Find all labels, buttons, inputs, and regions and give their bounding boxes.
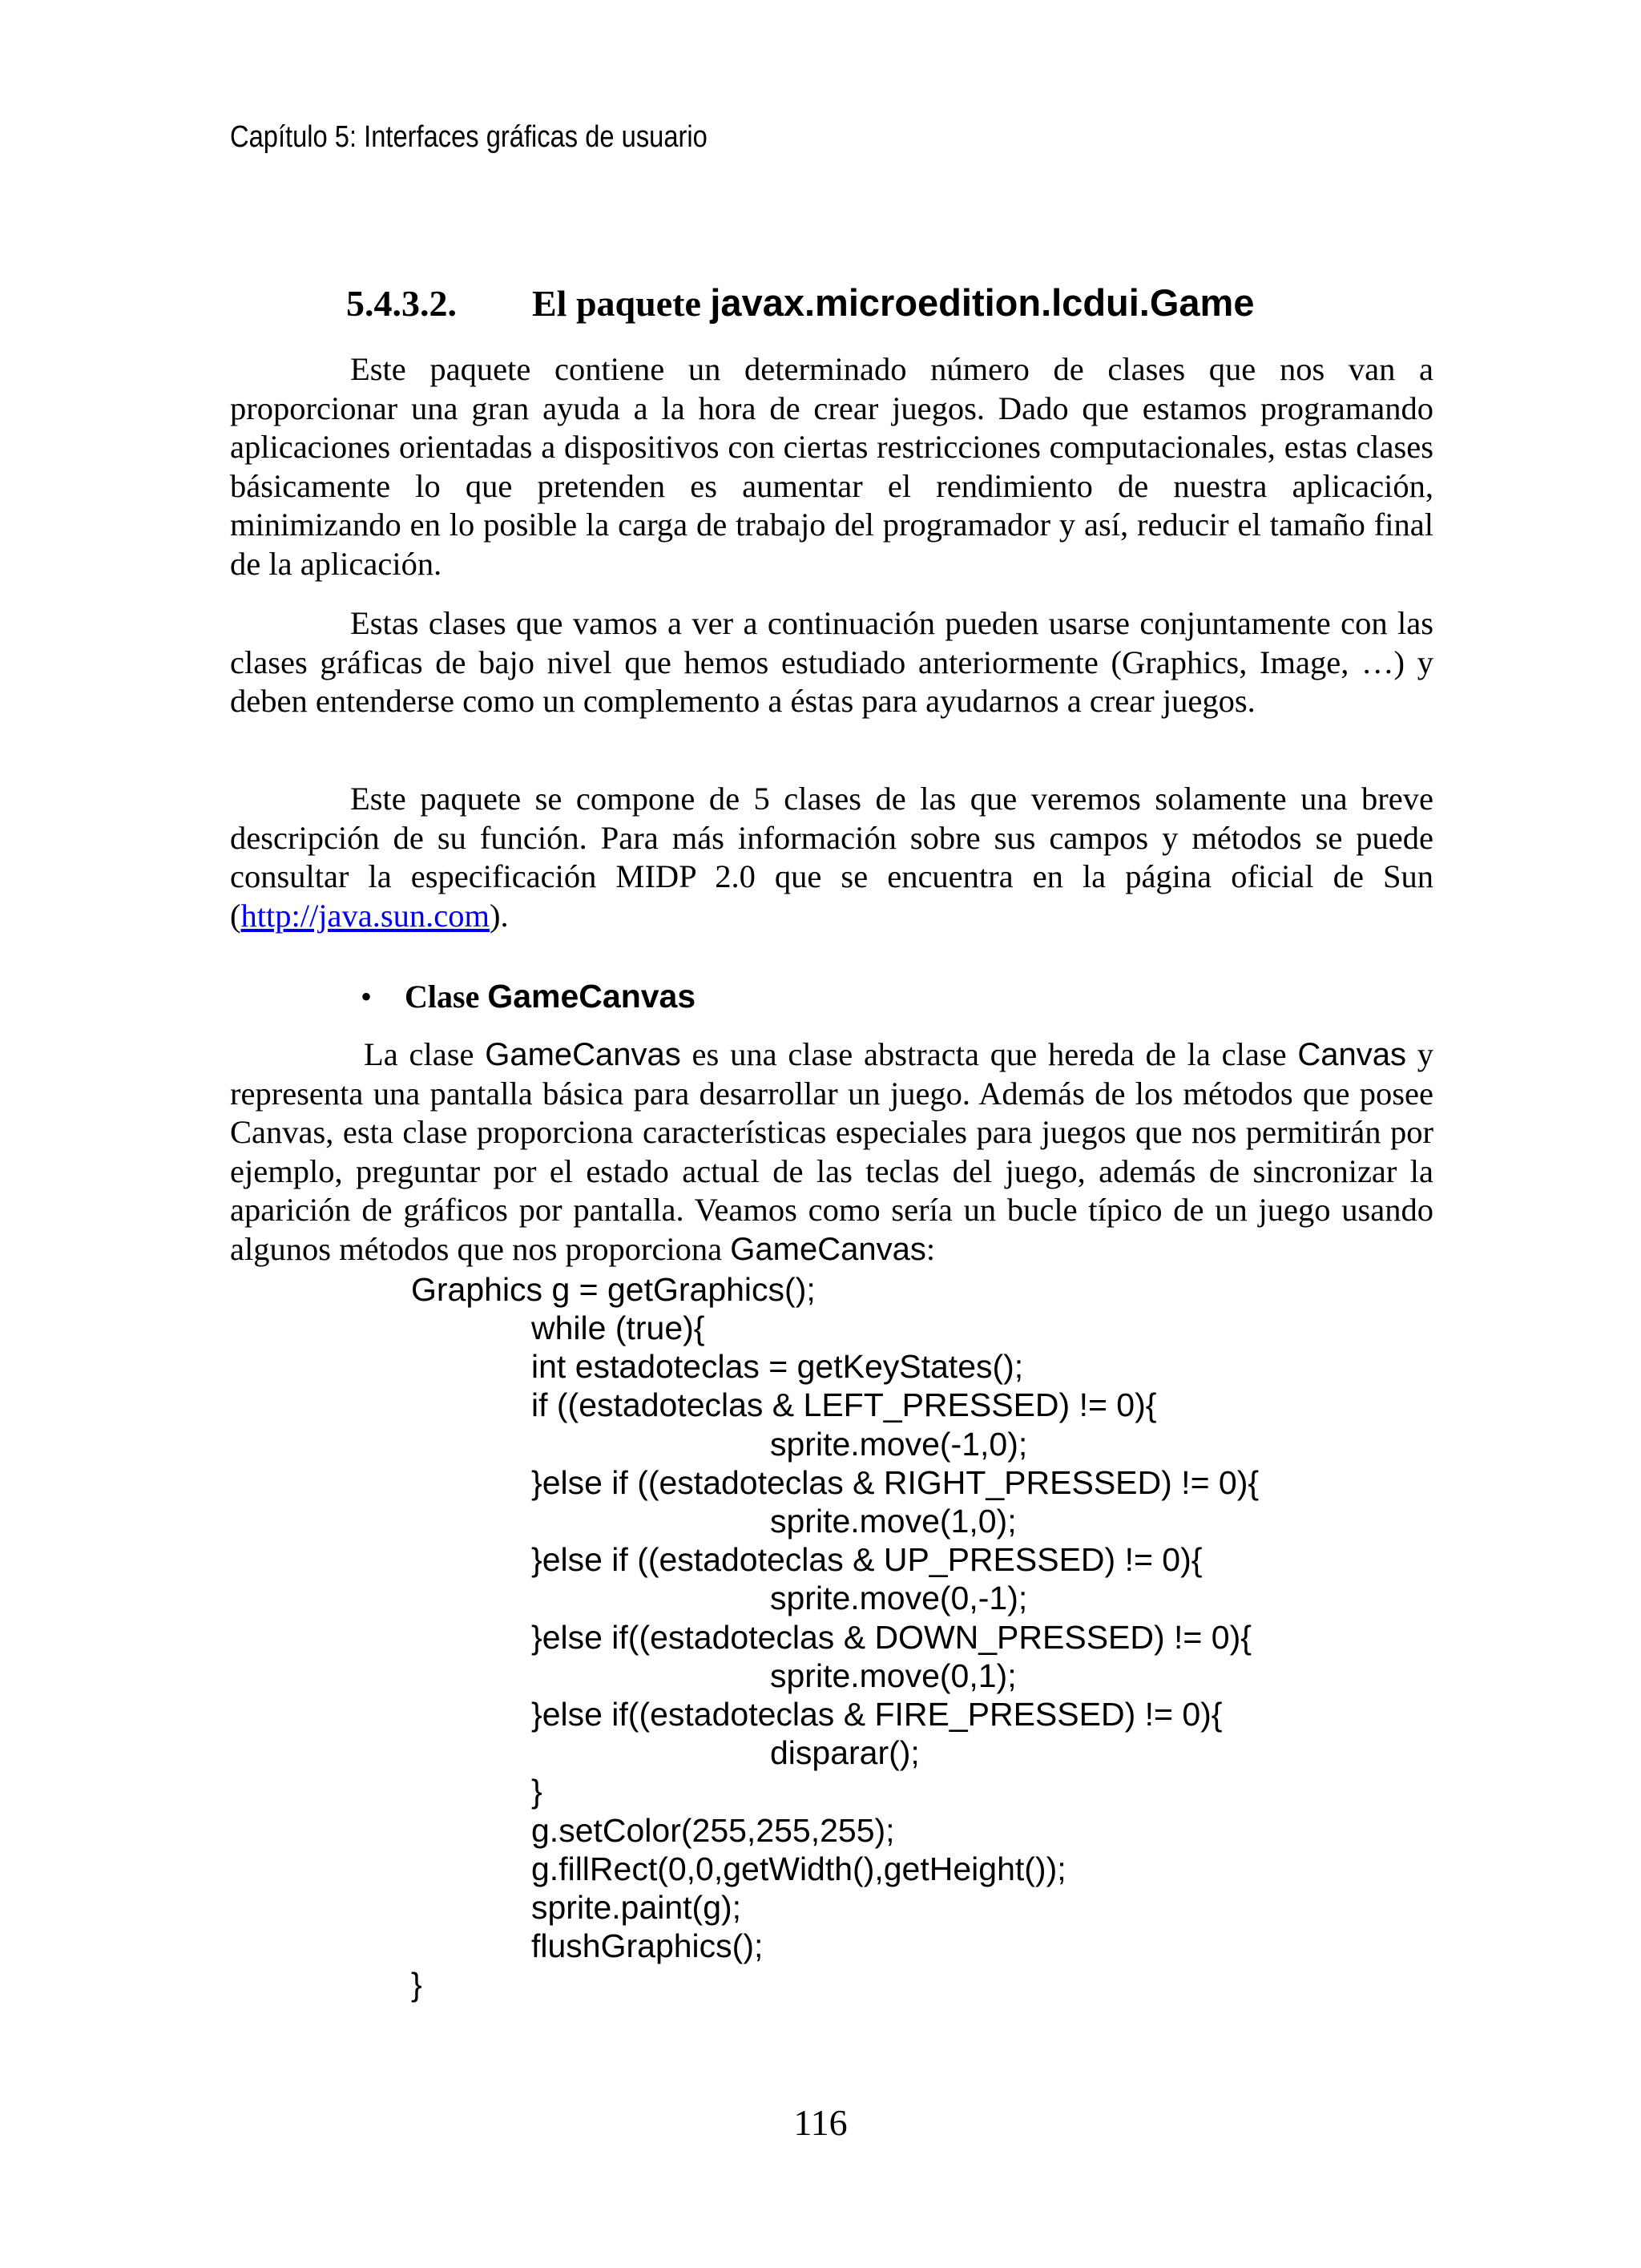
- code-line: }else if((estadoteclas & DOWN_PRESSED) != 0){: [531, 1619, 1252, 1656]
- code-line: flushGraphics();: [531, 1927, 764, 1964]
- code-line: sprite.paint(g);: [531, 1889, 742, 1926]
- code-line: }else if ((estadoteclas & UP_PRESSED) != 0){: [531, 1541, 1203, 1578]
- bullet-class-name: GameCanvas: [487, 978, 696, 1015]
- gc-text-3: y representa una pantalla básica para desarrollar un juego. Además de los métodos que posee Canvas, esta clase proporciona características especiales para juegos que nos permitirán por ejemplo, preguntar por el estado actual de las teclas del juego, además de sincronizar la aparición de gráficos por pantalla. Veamos como sería un bucle típico de un juego usando algunos métodos que nos proporciona: [230, 1036, 1434, 1267]
- section-heading: [346, 280, 1255, 325]
- section-package-name: javax.microedition.lcdui.Game: [710, 281, 1255, 324]
- intro-paragraph-3: [230, 780, 1433, 935]
- gamecanvas-paragraph: [230, 1035, 1433, 1269]
- code-line: if ((estadoteclas & LEFT_PRESSED) != 0){: [531, 1386, 1157, 1423]
- code-line: sprite.move(0,1);: [770, 1657, 1017, 1694]
- code-line: disparar();: [770, 1734, 920, 1771]
- code-line: while (true){: [531, 1310, 705, 1346]
- code-line: g.setColor(255,255,255);: [531, 1812, 895, 1849]
- intro-paragraph-2-text: Estas clases que vamos a ver a continuación pueden usarse conjuntamente con las clases gráficas de bajo nivel que hemos estudiado anteriormente (Graphics, Image, …) y deben entenderse como un complemento a éstas para ayudarnos a crear juegos.: [230, 605, 1433, 719]
- intro-paragraph-2: [230, 604, 1433, 721]
- bullet-symbol: •: [361, 979, 373, 1015]
- gc-class-ref-1: GameCanvas: [485, 1037, 681, 1072]
- code-line: }: [411, 1966, 422, 2003]
- code-line: g.fillRect(0,0,getWidth(),getHeight());: [531, 1850, 1066, 1887]
- code-line: sprite.move(-1,0);: [770, 1426, 1028, 1463]
- code-line: }else if ((estadoteclas & RIGHT_PRESSED) != 0){: [531, 1464, 1260, 1501]
- intro-paragraph-3-end: ).: [489, 897, 509, 934]
- intro-paragraph-1-text: Este paquete contiene un determinado número de clases que nos van a proporcionar una gran ayuda a la hora de crear juegos. Dado que estamos programando aplicaciones orientadas a dispositivos con ciertas restricciones computacionales, estas clases básicamente lo que pretenden es aumentar el rendimiento de nuestra aplicación, minimizando en lo posible la carga de trabajo del programador y así, reducir el tamaño final de la aplicación.: [230, 351, 1433, 582]
- code-line: }else if((estadoteclas & FIRE_PRESSED) != 0){: [531, 1696, 1223, 1733]
- gc-text-1: La clase: [364, 1036, 486, 1072]
- intro-paragraph-1: [230, 350, 1433, 583]
- code-line: sprite.move(0,-1);: [770, 1580, 1028, 1616]
- code-line: }: [531, 1773, 542, 1810]
- page-number: 116: [793, 2102, 848, 2143]
- bullet-label: Clase: [405, 979, 480, 1015]
- code-line: sprite.move(1,0);: [770, 1503, 1017, 1540]
- intro-paragraph-3-text: Este paquete se compone de 5 clases de las que veremos solamente una breve descripción de su función. Para más información sobre sus campos y métodos se puede consultar la especificación MIDP 2.0 que se encuentra en la página oficial de Sun (: [230, 781, 1433, 934]
- sun-website-link[interactable]: http://java.sun.com: [240, 897, 490, 934]
- section-title-prefix: El paquete: [532, 283, 701, 324]
- gc-class-ref-3: GameCanvas: [730, 1231, 926, 1267]
- bullet-heading-gamecanvas: [361, 978, 696, 1015]
- gc-text-2: es una clase abstracta que hereda de la clase: [680, 1036, 1298, 1072]
- gc-text-4: :: [925, 1230, 936, 1267]
- code-line: Graphics g = getGraphics();: [411, 1271, 816, 1308]
- gc-class-ref-2: Canvas: [1297, 1037, 1406, 1072]
- running-header: Capítulo 5: Interfaces gráficas de usuario: [230, 120, 708, 154]
- section-number: 5.4.3.2.: [346, 283, 457, 324]
- code-line: int estadoteclas = getKeyStates();: [531, 1348, 1024, 1385]
